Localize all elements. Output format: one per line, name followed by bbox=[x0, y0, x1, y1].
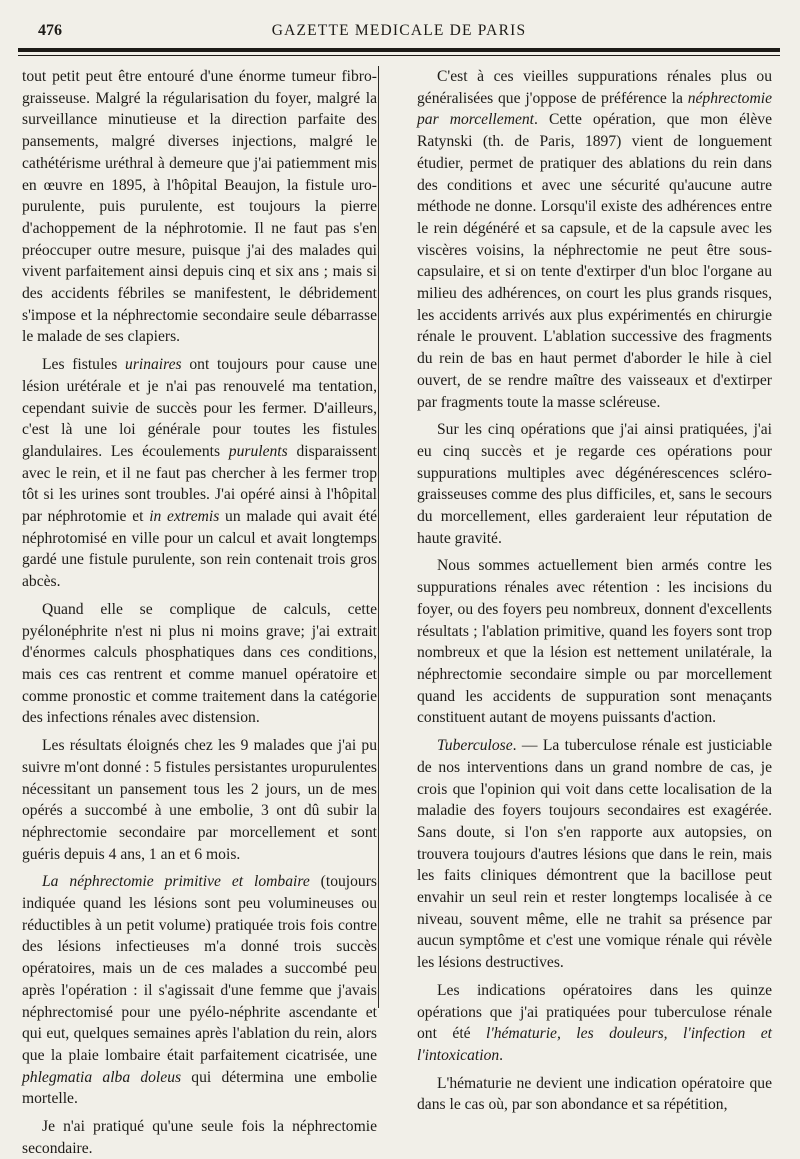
paragraph: La néphrectomie primitive et lombaire (toujours indiquée quand les lésions sont peu volumineuses ou réductibles à un petit volume) pratiquée trois fois contre des lésions infectieuses m'a donné trois succès opératoires, mais un de ces malades a succombé peu après l'opération : il s'agissait d'une femme que j'avais néphrectomisé pour une pyélo-néphrite ascendante et qui eut, quelques semaines après l'ablation du rein, alors que la plaie lombaire était parfaitement cicatrisée, une phlegmatia alba doleus qui détermina une embolie mortelle. bbox=[22, 873, 377, 1108]
left-column bbox=[22, 66, 378, 1157]
text-columns bbox=[22, 66, 773, 1157]
page-number: 476 bbox=[38, 22, 62, 39]
paragraph: tout petit peut être entouré d'une énorme tumeur fibro-graisseuse. Malgré la régularisation du foyer, malgré la surveillance minutieuse et la direction parfaite des pansements, malgré diverses injections, malgré le cathétérisme uréthral à demeure que j'ai patiemment mis en œuvre en 1895, à l'hôpital Beaujon, la fistule uro-purulente, puis purulente, est toujours la pierre d'achoppement de la néphrotomie. Il ne faut pas s'en préoccuper outre mesure, puisque j'ai des malades qui vivent parfaitement ainsi depuis cinq et six ans ; mais si des accidents fébriles se manifestent, le débridement s'impose et la néphrectomie secondaire seule débarrasse le malade de ses clapiers. bbox=[22, 68, 377, 346]
right-column bbox=[417, 66, 773, 1114]
paragraph: Quand elle se complique de calculs, cette pyélonéphrite n'est ni plus ni moins grave; j'ai extrait d'énormes calculs phosphatiques dans ces conditions, mais ces cas rentrent et comme manuel opératoire et comme pronostic et comme traitement dans la catégorie des infections rénales avec distension. bbox=[22, 600, 377, 727]
header-rule-thin bbox=[18, 55, 780, 56]
paragraph: Les indications opératoires dans les quinze opérations que j'ai pratiquées pour tuberculose rénale ont été l'hématurie, les douleurs, l'infection et l'intoxication. bbox=[417, 981, 772, 1064]
header-rule-thick bbox=[18, 48, 780, 52]
paragraph: Nous sommes actuellement bien armés contre les suppurations rénales avec rétention : les incisions du foyer, ou des foyers peu nombreux, donnent d'excellents résultats ; l'ablation primitive, quand les foyers sont trop nombreux et que la lésion est nettement unilatérale, la néphrectomie secondaire simple ou par morcellement quand les accidents de suppuration sont menaçants constituent autant de moyens puissants d'action. bbox=[417, 557, 772, 727]
paragraph: Tuberculose. — La tuberculose rénale est justiciable de nos interventions dans un grand nombre de cas, je crois que l'opinion qui voit dans cette localisation de la maladie des foyers toujours secondaires est exagérée. Sans doute, si l'on s'en rapporte aux autopsies, on trouvera toujours d'autres lésions que dans le rein, mais les faits cliniques démontrent que la bacillose peut envahir un seul rein et rester longtemps localisée à ce niveau, souvent même, elle ne trahit sa présence par aucun symptôme et c'est une vomique rénale qui révèle les lésions destructives. bbox=[417, 737, 772, 972]
page-header bbox=[20, 18, 778, 46]
paragraph: Les résultats éloignés chez les 9 malades que j'ai pu suivre m'ont donné : 5 fistules persistantes uropurulentes nécessitant un pansement tous les 2 jours, un de mes opérés a succombé à une embolie, 3 ont dû subir la néphrectomie secondaire par morcellement et sont guéris depuis 4 ans, 1 an et 6 mois. bbox=[22, 737, 377, 863]
paragraph: Sur les cinq opérations que j'ai ainsi pratiquées, j'ai eu cinq succès et je regarde ces opérations pour suppurations multiples avec dégénérescences scléro-graisseuses comme des plus difficiles, et, sans le secours du morcellement, elles garderaient leur réputation de haute gravité. bbox=[417, 421, 772, 547]
paragraph: Les fistules urinaires ont toujours pour cause une lésion urétérale et je n'ai pas renouvelé ma tentation, cependant suivie de succès pour les fermer. D'ailleurs, c'est là une loi générale pour toutes les fistules glandulaires. Les écoulements purulents disparaissent avec le rein, et il ne faut pas chercher à les fermer trop tôt si les urines sont troubles. J'ai opéré ainsi à l'hôpital par néphrotomie et in extremis un malade qui avait été néphrotomisé en ville pour un calcul et avait longtemps gardé une fistule purulente, son rein contenait trois gros abcès. bbox=[22, 356, 378, 591]
running-title: GAZETTE MEDICALE DE PARIS bbox=[271, 22, 527, 39]
paragraph: C'est à ces vieilles suppurations rénales plus ou généralisées que j'oppose de préférence la néphrectomie par morcellement. Cette opération, que mon élève Ratynski (th. de Paris, 1897) vient de longuement étudier, permet de pratiquer des ablations du rein dans des conditions et avec une sécurité qu'aucune autre méthode ne donne. Lorsqu'il existe des adhérences entre le rein dégénéré et sa capsule, et de la capsule avec les viscères voisins, la néphrectomie ne peut être sous-capsulaire, et si on tente d'extirper d'un bloc l'organe au milieu des adhérences, on court les plus grands risques, les accidents arrivés aux plus expérimentés en chirurgie rénale le prouvent. L'ablation successive des fragments du rein de bas en haut permet d'aborder le hile à ciel ouvert, de se rendre maître des vaisseaux et d'extirper par fragments toute la masse scléreuse. bbox=[417, 68, 773, 411]
paragraph: L'hématurie ne devient une indication opératoire que dans le cas où, par son abondance et sa répétition, bbox=[417, 1074, 772, 1114]
paragraph: Je n'ai pratiqué qu'une seule fois la néphrectomie secondaire. bbox=[22, 1118, 377, 1157]
